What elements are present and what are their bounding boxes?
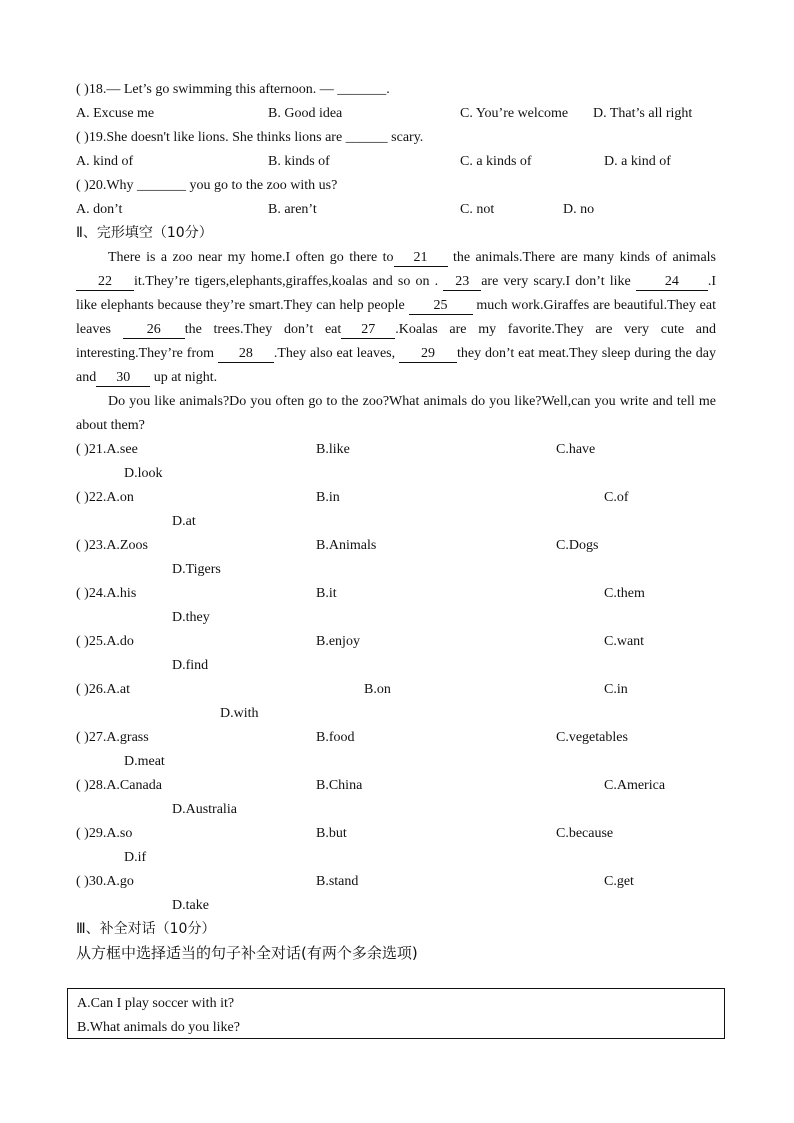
q22-option-a: ( )22.A.on — [76, 490, 134, 505]
q28-option-d: D.Australia — [172, 802, 237, 817]
section-2-title: Ⅱ、完形填空（10分） — [76, 225, 213, 241]
q18-option-b: B. Good idea — [268, 106, 343, 121]
q26-option-a: ( )26.A.at — [76, 682, 131, 697]
q26-option-d: D.with — [220, 706, 259, 721]
blank-29: 29 — [399, 346, 457, 363]
q20-option-c: C. not — [460, 202, 495, 217]
blank-24: 24 — [636, 274, 708, 291]
q23-option-c: C.Dogs — [556, 538, 599, 553]
q18-option-d: D. That’s all right — [593, 106, 693, 121]
q25-option-d: D.find — [172, 658, 209, 673]
question-20: ( )20.Why _______ you go to the zoo with us? — [76, 178, 338, 193]
box-option-b: B.What animals do you like? — [77, 1020, 240, 1035]
q23-option-b: B.Animals — [316, 538, 377, 553]
q20-option-b: B. aren’t — [268, 202, 317, 217]
q26-option-b: B.on — [364, 682, 391, 697]
q24-option-d: D.they — [172, 610, 210, 625]
q21-option-b: B.like — [316, 442, 350, 457]
q29-option-b: B.but — [316, 826, 347, 841]
blank-26: 26 — [123, 322, 185, 339]
q24-option-b: B.it — [316, 586, 337, 601]
q20-option-d: D. no — [563, 202, 595, 217]
section-3-instruction: 从方框中选择适当的句子补全对话(有两个多余选项) — [76, 944, 418, 962]
blank-25: 25 — [409, 298, 473, 315]
q20-option-a: A. don’t — [76, 202, 123, 217]
q30-option-a: ( )30.A.go — [76, 874, 134, 889]
q22-option-d: D.at — [172, 514, 196, 529]
q25-option-c: C.want — [604, 634, 645, 649]
q21-option-a: ( )21.A.see — [76, 442, 138, 457]
box-option-a: A.Can I play soccer with it? — [77, 996, 235, 1011]
q22-option-c: C.of — [604, 490, 629, 505]
q26-option-c: C.in — [604, 682, 628, 697]
q25-option-a: ( )25.A.do — [76, 634, 134, 649]
blank-28: 28 — [218, 346, 274, 363]
q28-option-b: B.China — [316, 778, 363, 793]
cloze-passage-2: Do you like animals?Do you often go to the zoo?What animals do you like?Well,can you write and tell me about them? — [76, 394, 716, 433]
q19-option-a: A. kind of — [76, 154, 134, 169]
q18-option-a: A. Excuse me — [76, 106, 155, 121]
q24-option-c: C.them — [604, 586, 645, 601]
q27-option-d: D.meat — [124, 754, 165, 769]
blank-27: 27 — [341, 322, 395, 339]
q23-option-a: ( )23.A.Zoos — [76, 538, 148, 553]
section-3-title: Ⅲ、补全对话（10分） — [76, 921, 216, 937]
blank-30: 30 — [96, 370, 150, 387]
q23-option-d: D.Tigers — [172, 562, 221, 577]
q29-option-a: ( )29.A.so — [76, 826, 133, 841]
q25-option-b: B.enjoy — [316, 634, 360, 649]
q19-option-c: C. a kinds of — [460, 154, 532, 169]
blank-21: 21 — [394, 250, 448, 267]
question-19: ( )19.She doesn't like lions. She thinks lions are ______ scary. — [76, 130, 424, 145]
q30-option-c: C.get — [604, 874, 634, 889]
q29-option-d: D.if — [124, 850, 147, 865]
q27-option-a: ( )27.A.grass — [76, 730, 149, 745]
blank-22: 22 — [76, 274, 134, 291]
question-18: ( )18.— Let’s go swimming this afternoon. — _______. — [76, 82, 390, 97]
q30-option-b: B.stand — [316, 874, 359, 889]
q19-option-b: B. kinds of — [268, 154, 330, 169]
q19-option-d: D. a kind of — [604, 154, 671, 169]
q27-option-c: C.vegetables — [556, 730, 628, 745]
q18-option-c: C. You’re welcome — [460, 106, 569, 121]
cloze-passage: There is a zoo near my home.I often go there to 21 the animals.There are many kinds of animals 22 it.They’re tigers,elephants,giraffes,koalas and so on . 23 are very scary.I don’t like 24 .I like elephants because they’re smart.They can help people 25 much work.Giraffes are beautiful.They eat leaves 26 the trees.They don’t eat 27 .Koalas are my favorite.They are very cute and interesting.They’re from 28 .They also eat leaves, 29 they don’t eat meat.They sleep during the day and 30 up at night. — [76, 250, 717, 385]
options-box — [67, 988, 725, 1039]
q22-option-b: B.in — [316, 490, 340, 505]
q27-option-b: B.food — [316, 730, 355, 745]
q21-option-c: C.have — [556, 442, 596, 457]
q29-option-c: C.because — [556, 826, 614, 841]
q28-option-c: C.America — [604, 778, 666, 793]
q21-option-d: D.look — [124, 466, 163, 481]
q30-option-d: D.take — [172, 898, 209, 913]
blank-23: 23 — [443, 274, 481, 291]
q24-option-a: ( )24.A.his — [76, 586, 137, 601]
q28-option-a: ( )28.A.Canada — [76, 778, 162, 793]
